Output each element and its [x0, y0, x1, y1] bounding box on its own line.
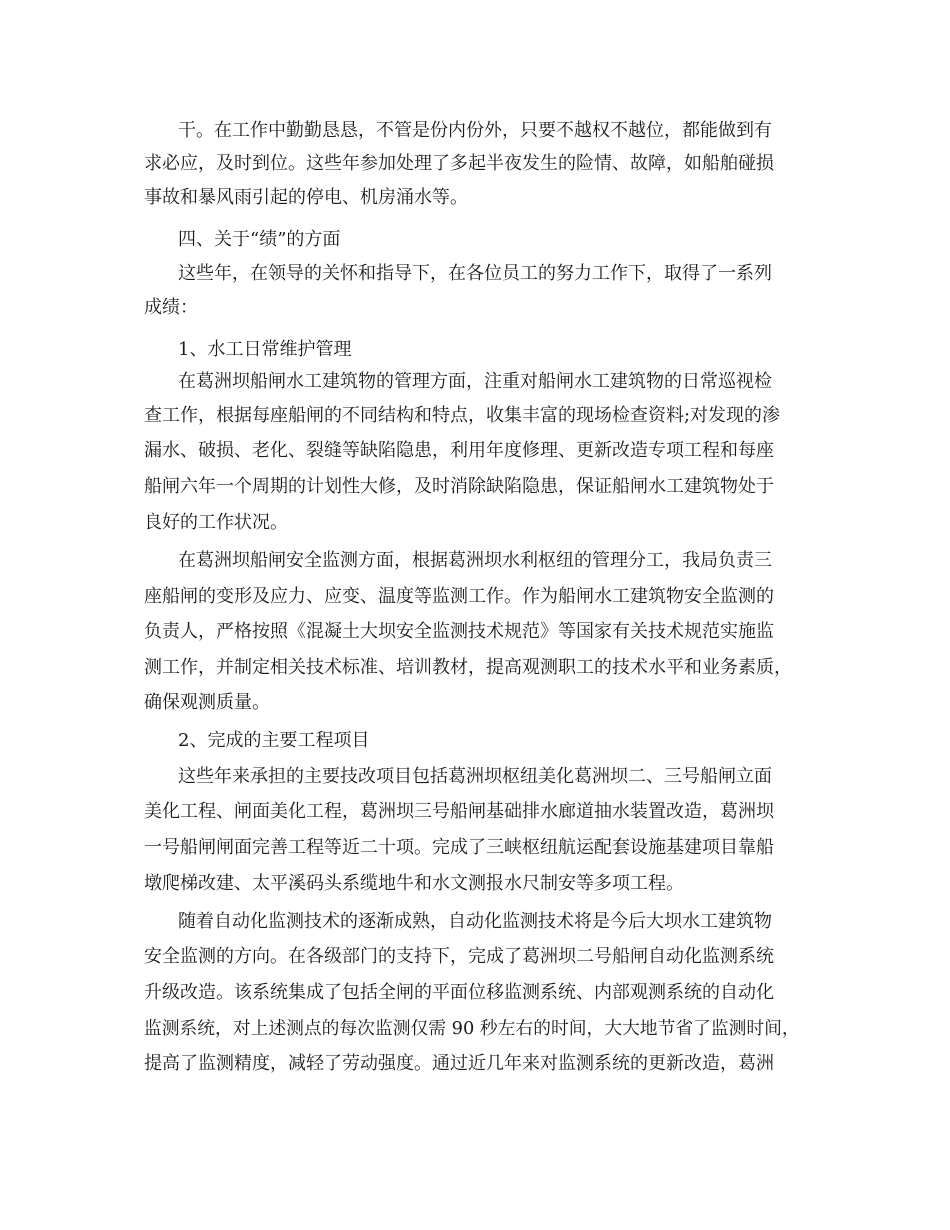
text-line: 美化工程、闸面美化工程，葛洲坝三号船闸基础排水廊道抽水装置改造，葛洲坝	[144, 801, 774, 822]
subsection-heading: 1、水工日常维护管理	[178, 339, 352, 360]
text-line: 良好的工作状况。	[144, 512, 288, 533]
text-line: 随着自动化监测技术的逐渐成熟，自动化监测技术将是今后大坝水工建筑物	[178, 911, 772, 932]
text-line: 测工作，并制定相关技术标准、培训教材，提高观测职工的技术水平和业务素质，	[144, 657, 792, 678]
text-line: 漏水、破损、老化、裂缝等缺陷隐患，利用年度修理、更新改造专项工程和每座	[144, 440, 774, 461]
text-line: 负责人，严格按照《混凝土大坝安全监测技术规范》等国家有关技术规范实施监	[144, 621, 774, 642]
text-line: 这些年，在领导的关怀和指导下，在各位员工的努力工作下，取得了一系列	[178, 263, 772, 284]
text-line: 提高了监测精度，减轻了劳动强度。通过近几年来对监测系统的更新改造，葛洲	[144, 1053, 774, 1074]
section-heading: 四、关于“绩”的方面	[178, 229, 341, 250]
text-line: 安全监测的方向。在各级部门的支持下，完成了葛洲坝二号船闸自动化监测系统	[144, 946, 774, 967]
text-line: 监测系统，对上述测点的每次监测仅需 90 秒左右的时间，大大地节省了监测时间，	[144, 1018, 800, 1039]
text-line: 事故和暴风雨引起的停电、机房涌水等。	[144, 187, 468, 208]
text-line: 一号船闸闸面完善工程等近二十项。完成了三峡枢纽航运配套设施基建项目靠船	[144, 837, 774, 858]
text-line: 升级改造。该系统集成了包括全闸的平面位移监测系统、内部观测系统的自动化	[144, 982, 774, 1003]
text-line: 船闸六年一个周期的计划性大修，及时消除缺陷隐患，保证船闸水工建筑物处于	[144, 476, 774, 497]
text-line: 墩爬梯改建、太平溪码头系缆地牛和水文测报水尺制安等多项工程。	[144, 873, 684, 894]
text-line: 在葛洲坝船闸安全监测方面，根据葛洲坝水利枢纽的管理分工，我局负责三	[178, 550, 772, 571]
subsection-heading: 2、完成的主要工程项目	[178, 730, 370, 751]
text-line: 这些年来承担的主要技改项目包括葛洲坝枢纽美化葛洲坝二、三号船闸立面	[178, 766, 772, 787]
text-line: 确保观测质量。	[144, 692, 270, 713]
text-line: 成绩：	[144, 297, 198, 318]
text-line: 查工作，根据每座船闸的不同结构和特点，收集丰富的现场检查资料;对发现的渗	[144, 405, 781, 426]
text-line: 座船闸的变形及应力、应变、温度等监测工作。作为船闸水工建筑物安全监测的	[144, 586, 774, 607]
text-line: 在葛洲坝船闸水工建筑物的管理方面，注重对船闸水工建筑物的日常巡视检	[178, 371, 772, 392]
text-line: 干。在工作中勤勤恳恳，不管是份内份外，只要不越权不越位，都能做到有	[178, 120, 772, 141]
text-line: 求必应，及时到位。这些年参加处理了多起半夜发生的险情、故障，如船舶碰损	[144, 153, 774, 174]
